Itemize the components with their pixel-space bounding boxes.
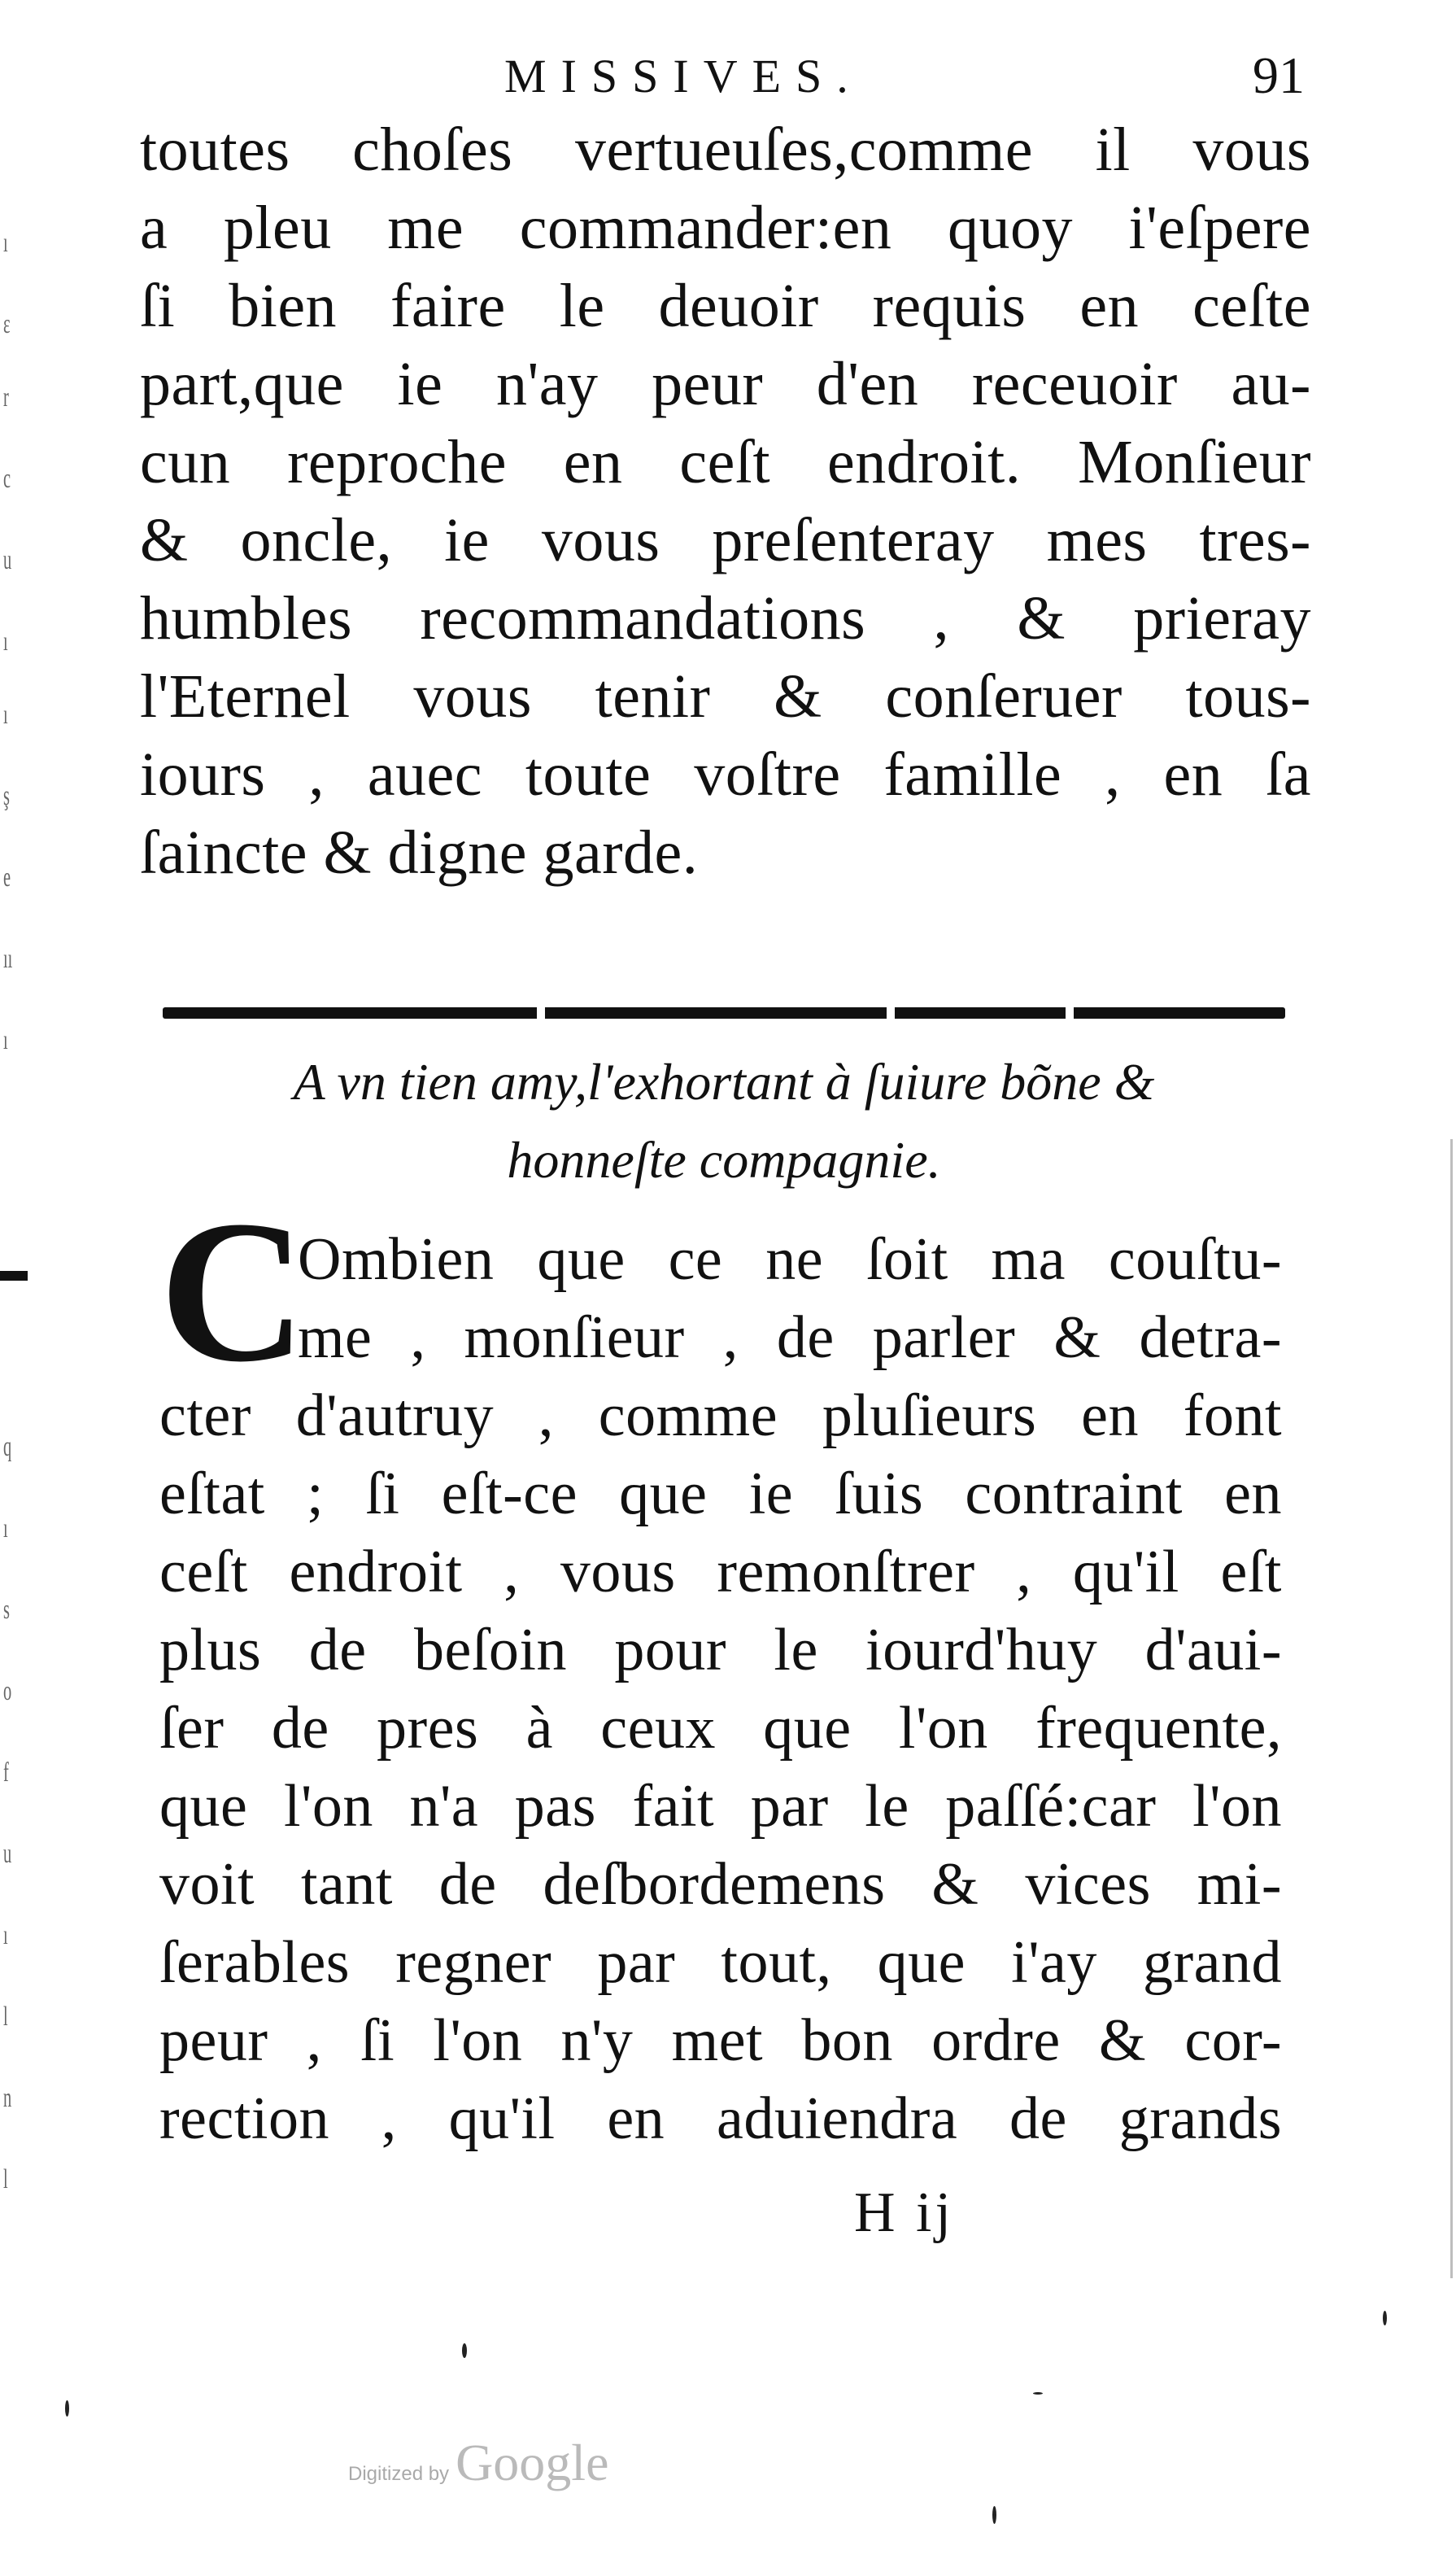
previous-letter-ending — [140, 111, 1311, 892]
text-line: & oncle, ie vous preſenteray mes tres- — [140, 506, 1311, 574]
heading-line: A vn tien amy,l'exhortant à ſuiure bõne & — [293, 1053, 1155, 1111]
text-line: ſi bien faire le deuoir requis en ceſte — [140, 272, 1311, 340]
facing-page-rule — [0, 1271, 28, 1281]
text-line: que l'on n'a pas fait par le paſſé:car l'on — [159, 1773, 1282, 1840]
text-line: peur , ſi l'on n'y met bon ordre & cor- — [159, 2007, 1282, 2074]
ink-speck — [1383, 2311, 1387, 2325]
text-line: me , monſieur , de parler & detra- — [298, 1304, 1282, 1371]
page-number: 91 — [1253, 46, 1305, 104]
letter-heading — [146, 1043, 1301, 1199]
text-line: Ombien que ce ne ſoit ma couſtu- — [298, 1226, 1282, 1293]
ink-speck — [462, 2343, 467, 2358]
ink-speck — [992, 2506, 996, 2524]
drop-cap: C — [159, 1179, 307, 1404]
text-line: l'Eternel vous tenir & conſeruer tous- — [140, 662, 1311, 731]
google-logo: Google — [456, 2434, 609, 2491]
text-line: ſaincte & digne garde. — [140, 819, 699, 887]
text-line: a pleu me commander:en quoy i'eſpere — [140, 194, 1311, 262]
text-line: cun reproche en ceſt endroit. Monſieur — [140, 428, 1311, 496]
text-line: part,que ie n'ay peur d'en receuoir au- — [140, 350, 1311, 418]
text-line: rection , qu'il en aduiendra de grands — [159, 2085, 1282, 2152]
text-line: ſer de pres à ceux que l'on frequente, — [159, 1695, 1282, 1762]
digitized-by-text: Digitized by — [348, 2463, 450, 2485]
text-line: cter d'autruy , comme pluſieurs en font — [159, 1382, 1282, 1449]
text-line: ſerables regner par tout, que i'ay grand — [159, 1929, 1282, 1996]
digitized-watermark — [348, 2433, 608, 2493]
ink-speck — [65, 2400, 69, 2417]
section-divider-rule — [163, 1007, 1285, 1019]
text-line: eſtat ; ſi eſt-ce que ie ſuis contraint en — [159, 1461, 1282, 1527]
facing-page-bleed: ı ɛ r c u ı ı ş e ıı ı q ı s o f u ı l n l — [0, 0, 57, 2278]
letter-body — [159, 1220, 1282, 2158]
gathering-signature: H ij — [854, 2181, 954, 2244]
running-head: MISSIVES. — [504, 50, 863, 103]
ink-speck — [1033, 2392, 1043, 2395]
text-line: ceſt endroit , vous remonſtrer , qu'il eſt — [159, 1539, 1282, 1605]
text-line: humbles recommandations , & prieray — [140, 584, 1311, 653]
heading-line: honneſte compagnie. — [507, 1131, 941, 1189]
page-edge-shadow — [1450, 1139, 1453, 2278]
text-line: iours , auec toute voſtre famille , en ſa — [140, 740, 1311, 809]
text-line: plus de beſoin pour le iourd'huy d'aui- — [159, 1617, 1282, 1683]
text-line: voit tant de deſbordemens & vices mi- — [159, 1851, 1282, 1918]
text-line: toutes choſes vertueuſes,comme il vous — [140, 116, 1311, 184]
